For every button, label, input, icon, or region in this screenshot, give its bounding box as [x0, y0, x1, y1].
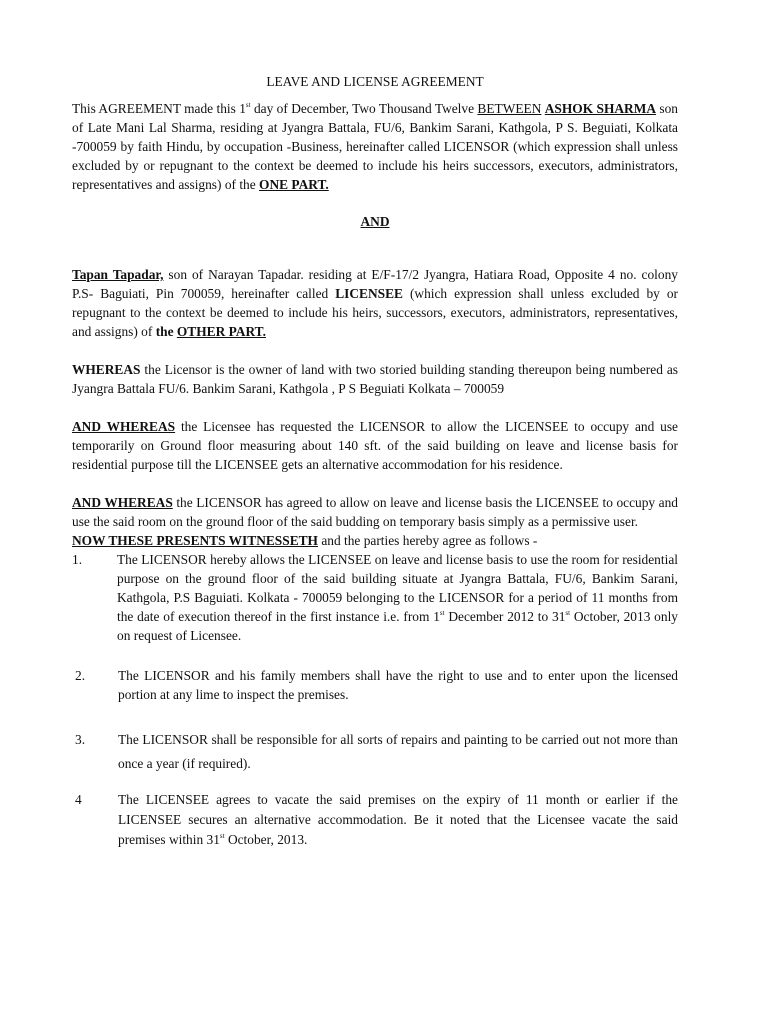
- clause-number: 2.: [75, 668, 86, 683]
- intro-text-1: This AGREEMENT made this 1: [72, 101, 246, 116]
- clause-date-suffix: st: [439, 609, 445, 617]
- clause-4: [72, 790, 678, 850]
- intro-date-suffix: st: [245, 101, 251, 109]
- whereas-label-2: AND WHEREAS: [72, 419, 176, 434]
- other-part-label: OTHER PART.: [176, 324, 266, 339]
- clause-1: [72, 550, 678, 645]
- whereas-text-3: the LICENSOR has agreed to allow on leave and license basis the LICENSEE to occupy and use the said room on the ground floor of the said budding on temporary basis simply as a permissive user.: [72, 495, 678, 529]
- clause-date-suffix: st: [219, 832, 225, 840]
- whereas-text-1: the Licensor is the owner of land with two storied building standing thereupon being numbered as Jyangra Battala FU/6. Bankim Sarani, Kathgola , P S Beguiati Kolkata – 700059: [72, 362, 678, 396]
- clause-text: December 2012 to 31: [444, 609, 566, 624]
- intro-text-2: day of December, Two Thousand Twelve: [250, 101, 478, 116]
- whereas-label-1: WHEREAS: [72, 362, 141, 377]
- clause-number: 3.: [75, 732, 86, 747]
- clause-text: The LICENSOR shall be responsible for all sorts of repairs and painting to be carried out not more than once a year (if required).: [118, 732, 678, 771]
- witnesseth-paragraph: [72, 531, 678, 550]
- whereas-paragraph-2: [72, 417, 678, 474]
- clause-text: October, 2013 only on request of Licensee.: [117, 609, 678, 643]
- licensee-name: Tapan Tapadar,: [72, 267, 164, 282]
- whereas-paragraph-1: [72, 360, 678, 398]
- licensor-name: ASHOK SHARMA: [544, 101, 657, 116]
- licensee-paragraph: [72, 265, 678, 341]
- licensee-text-2: (which expression shall unless excluded by or repugnant to the context be deemed to include his heirs, successors, executors, administrators, representatives, and assigns) of: [72, 286, 678, 339]
- document-title: LEAVE AND LICENSE AGREEMENT: [266, 74, 484, 89]
- clause-2: [72, 666, 678, 704]
- witnesseth-label: NOW THESE PRESENTS WITNESSETH: [72, 533, 318, 548]
- licensee-text-1: son of Narayan Tapadar. residing at E/F-17/2 Jyangra, Hatiara Road, Opposite 4 no. colony P.S- Baguiati, Pin 700059, hereinafter called: [72, 267, 678, 301]
- intro-text-3: son of Late Mani Lal Sharma, residing at Jyangra Battala, FU/6, Bankim Sarani, Kathgola, P S. Beguiati, Kolkata -700059 by faith Hindu, by occupation -Business, hereinafter called LICENSOR (which expression shall unless excluded by or repugnant to the context be deemed to include his heirs successors, executors, administrators, representatives and assigns) of the: [72, 101, 678, 192]
- whereas-label-3: AND WHEREAS: [72, 495, 173, 510]
- clause-number: 1.: [72, 552, 83, 567]
- one-part-label: ONE PART.: [259, 177, 329, 192]
- licensee-the: the: [155, 324, 177, 339]
- whereas-paragraph-3: [72, 493, 678, 531]
- whereas-text-2: the Licensee has requested the LICENSOR to allow the LICENSEE to occupy and use temporarily on Ground floor measuring about 140 sft. of the said building on leave and license basis for residential purpose till the LICENSEE gets an alternative accommodation for his residence.: [72, 419, 679, 472]
- licensee-word: LICENSEE: [335, 286, 403, 301]
- clause-text: The LICENSOR and his family members shall have the right to use and to enter upon the licensed portion at any lime to inspect the premises.: [118, 668, 678, 702]
- clause-text: The LICENSOR hereby allows the LICENSEE on leave and license basis to use the room for residential purpose on the ground floor of the said building situate at Jyangra Battala, FU/6, Bankim Sarani, Kathgola, P.S Baguiati. Kolkata - 700059 belonging to the LICENSOR for a period of 11 months from the date of execution thereof in the first instance i.e. from 1: [117, 552, 678, 624]
- and-heading-wrap: [72, 212, 678, 231]
- clause-date-suffix: st: [565, 609, 571, 617]
- clause-number: 4: [75, 792, 82, 807]
- between-word: BETWEEN: [477, 101, 542, 116]
- clause-text: October, 2013.: [224, 832, 308, 847]
- and-heading: AND: [360, 214, 390, 229]
- clause-3: [72, 728, 678, 776]
- agreement-page: [72, 72, 678, 850]
- clause-text: The LICENSEE agrees to vacate the said premises on the expiry of 11 month or earlier if the LICENSEE secures an alternative accommodation. Be it noted that the Licensee vacate the said premises within 31: [118, 792, 678, 847]
- witnesseth-text: and the parties hereby agree as follows -: [317, 533, 538, 548]
- intro-paragraph: [72, 99, 678, 194]
